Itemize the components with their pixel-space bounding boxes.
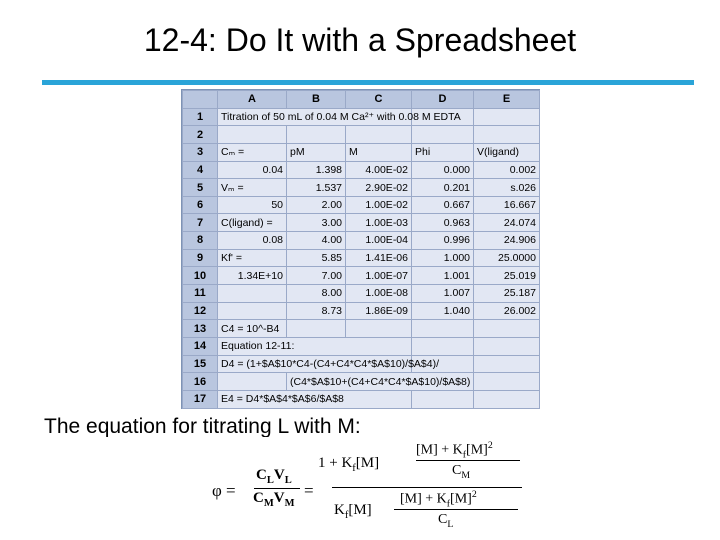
- cell-d4[interactable]: 0.000: [412, 161, 474, 179]
- cell-c5[interactable]: 2.90E-02: [346, 179, 412, 197]
- row-number[interactable]: 5: [183, 179, 218, 197]
- column-header-a[interactable]: A: [218, 91, 287, 109]
- cell-a7[interactable]: C(ligand) =: [218, 214, 287, 232]
- cell-e12[interactable]: 26.002: [474, 302, 540, 320]
- cell-c12[interactable]: 1.86E-09: [346, 302, 412, 320]
- row-number[interactable]: 4: [183, 161, 218, 179]
- cell-c2[interactable]: [346, 126, 412, 144]
- cell-a5[interactable]: Vₘ =: [218, 179, 287, 197]
- row-number[interactable]: 7: [183, 214, 218, 232]
- spreadsheet-row: [183, 390, 540, 408]
- cell-e9[interactable]: 25.0000: [474, 249, 540, 267]
- cell-d3[interactable]: Phi: [412, 143, 474, 161]
- cm-vm-denominator: $C_MV_M$: [253, 490, 295, 509]
- spreadsheet-row: [183, 126, 540, 144]
- cell-b7[interactable]: 3.00: [287, 214, 346, 232]
- equation-caption: The equation for titrating L with M:: [44, 415, 361, 437]
- cell-a9[interactable]: Kf' =: [218, 249, 287, 267]
- cell-b4[interactable]: 1.398: [287, 161, 346, 179]
- cell-e7[interactable]: 24.074: [474, 214, 540, 232]
- cell-e10[interactable]: 25.019: [474, 267, 540, 285]
- cell-b3[interactable]: pM: [287, 143, 346, 161]
- one-plus-kf: $1 + K_f[M]$: [318, 455, 380, 474]
- cell-a17[interactable]: E4 = D4*$A$4*$A$6/$A$8: [218, 390, 287, 408]
- cell-b13[interactable]: [287, 320, 346, 338]
- bottom-cl: $C_L$: [438, 512, 454, 530]
- cell-e16[interactable]: [474, 373, 540, 391]
- cell-b5[interactable]: 1.537: [287, 179, 346, 197]
- slide-title: 12-4: Do It with a Spreadsheet: [143, 22, 577, 58]
- spreadsheet-row: [183, 108, 540, 126]
- cell-c7[interactable]: 1.00E-03: [346, 214, 412, 232]
- lower-fraction-bar: [394, 509, 518, 510]
- equals-sign: =: [304, 481, 314, 500]
- spreadsheet-row: [183, 196, 540, 214]
- spreadsheet-row: [183, 249, 540, 267]
- cell-b6[interactable]: 2.00: [287, 196, 346, 214]
- cell-a4[interactable]: 0.04: [218, 161, 287, 179]
- cell-b14[interactable]: [287, 337, 346, 355]
- cell-c17[interactable]: [346, 390, 412, 408]
- cell-a6[interactable]: 50: [218, 196, 287, 214]
- cell-c8[interactable]: 1.00E-04: [346, 232, 412, 250]
- cell-c11[interactable]: 1.00E-08: [346, 285, 412, 303]
- cell-a1[interactable]: Titration of 50 mL of 0.04 M Ca²⁺ with 0.08 M EDTA: [218, 108, 287, 126]
- column-header-e[interactable]: E: [474, 91, 540, 109]
- cell-b16[interactable]: (C4*$A$10+(C4+C4*C4*$A$10)/$A$8): [287, 373, 346, 391]
- cell-c13[interactable]: [346, 320, 412, 338]
- spreadsheet-row: [183, 373, 540, 391]
- cell-a8[interactable]: 0.08: [218, 232, 287, 250]
- cell-e11[interactable]: 25.187: [474, 285, 540, 303]
- row-number[interactable]: 8: [183, 232, 218, 250]
- cell-b8[interactable]: 4.00: [287, 232, 346, 250]
- cell-d17[interactable]: [412, 390, 474, 408]
- cell-a15[interactable]: D4 = (1+$A$10*C4-(C4+C4*C4*$A$10)/$A$4)/: [218, 355, 287, 373]
- cell-d5[interactable]: 0.201: [412, 179, 474, 197]
- row-number[interactable]: 9: [183, 249, 218, 267]
- row-number[interactable]: 14: [183, 337, 218, 355]
- cell-c9[interactable]: 1.41E-06: [346, 249, 412, 267]
- cell-a11[interactable]: [218, 285, 287, 303]
- row-number[interactable]: 16: [183, 373, 218, 391]
- column-header-row: [183, 91, 540, 109]
- cell-d12[interactable]: 1.040: [412, 302, 474, 320]
- cell-d7[interactable]: 0.963: [412, 214, 474, 232]
- corner-cell: [183, 91, 218, 109]
- cell-b11[interactable]: 8.00: [287, 285, 346, 303]
- cell-d9[interactable]: 1.000: [412, 249, 474, 267]
- spreadsheet-row: [183, 161, 540, 179]
- cell-e1[interactable]: [474, 108, 540, 126]
- cell-c4[interactable]: 4.00E-02: [346, 161, 412, 179]
- kf-m-denominator: $K_f[M]$: [334, 502, 372, 521]
- titration-equation: [204, 437, 534, 537]
- row-number[interactable]: 1: [183, 108, 218, 126]
- row-number[interactable]: 6: [183, 196, 218, 214]
- cell-a10[interactable]: 1.34E+10: [218, 267, 287, 285]
- spreadsheet-row: [183, 337, 540, 355]
- column-header-c[interactable]: C: [346, 91, 412, 109]
- spreadsheet-grid: [182, 90, 540, 409]
- spreadsheet-row: [183, 302, 540, 320]
- cell-c10[interactable]: 1.00E-07: [346, 267, 412, 285]
- cell-b9[interactable]: 5.85: [287, 249, 346, 267]
- top-m-kf: $[M] + K_f[M]^2$: [416, 440, 493, 461]
- cell-e6[interactable]: 16.667: [474, 196, 540, 214]
- spreadsheet-row: [183, 355, 540, 373]
- cell-a13[interactable]: C4 = 10^-B4: [218, 320, 287, 338]
- cl-vl-numerator: $C_LV_L$: [256, 467, 292, 486]
- spreadsheet-row: [183, 232, 540, 250]
- cell-e8[interactable]: 24.906: [474, 232, 540, 250]
- top-cm: $C_M$: [452, 463, 471, 481]
- cell-e14[interactable]: [474, 337, 540, 355]
- cell-d2[interactable]: [412, 126, 474, 144]
- cell-e13[interactable]: [474, 320, 540, 338]
- spreadsheet: [181, 89, 540, 409]
- cell-d13[interactable]: [412, 320, 474, 338]
- upper-fraction-bar: [416, 460, 520, 461]
- cell-d8[interactable]: 0.996: [412, 232, 474, 250]
- cell-e4[interactable]: 0.002: [474, 161, 540, 179]
- row-number[interactable]: 13: [183, 320, 218, 338]
- cell-b12[interactable]: 8.73: [287, 302, 346, 320]
- spreadsheet-row: [183, 179, 540, 197]
- cell-c14[interactable]: [346, 337, 412, 355]
- cell-a12[interactable]: [218, 302, 287, 320]
- row-number[interactable]: 17: [183, 390, 218, 408]
- cell-a16[interactable]: [218, 373, 287, 391]
- cell-e15[interactable]: [474, 355, 540, 373]
- cell-d14[interactable]: [412, 337, 474, 355]
- spreadsheet-row: [183, 267, 540, 285]
- cell-a14[interactable]: Equation 12-11:: [218, 337, 287, 355]
- row-number[interactable]: 3: [183, 143, 218, 161]
- row-number[interactable]: 2: [183, 126, 218, 144]
- title-divider: [42, 80, 694, 85]
- cell-a3[interactable]: Cₘ =: [218, 143, 287, 161]
- spreadsheet-row: [183, 214, 540, 232]
- phi-symbol: φ =: [212, 481, 236, 500]
- spreadsheet-row: [183, 320, 540, 338]
- row-number[interactable]: 15: [183, 355, 218, 373]
- cell-c6[interactable]: 1.00E-02: [346, 196, 412, 214]
- spreadsheet-row: [183, 143, 540, 161]
- bottom-m-kf: $[M] + K_f[M]^2$: [400, 489, 477, 510]
- main-fraction-bar: [332, 487, 522, 488]
- row-number[interactable]: 10: [183, 267, 218, 285]
- column-header-b[interactable]: B: [287, 91, 346, 109]
- cell-b2[interactable]: [287, 126, 346, 144]
- cell-d10[interactable]: 1.001: [412, 267, 474, 285]
- cell-c3[interactable]: M: [346, 143, 412, 161]
- cell-e17[interactable]: [474, 390, 540, 408]
- row-number[interactable]: 11: [183, 285, 218, 303]
- column-header-d[interactable]: D: [412, 91, 474, 109]
- fraction-bar-1: [254, 488, 300, 489]
- spreadsheet-row: [183, 285, 540, 303]
- cell-d6[interactable]: 0.667: [412, 196, 474, 214]
- cell-b10[interactable]: 7.00: [287, 267, 346, 285]
- cell-d11[interactable]: 1.007: [412, 285, 474, 303]
- row-number[interactable]: 12: [183, 302, 218, 320]
- cell-e2[interactable]: [474, 126, 540, 144]
- cell-e3[interactable]: V(ligand): [474, 143, 540, 161]
- cell-e5[interactable]: s.026: [474, 179, 540, 197]
- cell-a2[interactable]: [218, 126, 287, 144]
